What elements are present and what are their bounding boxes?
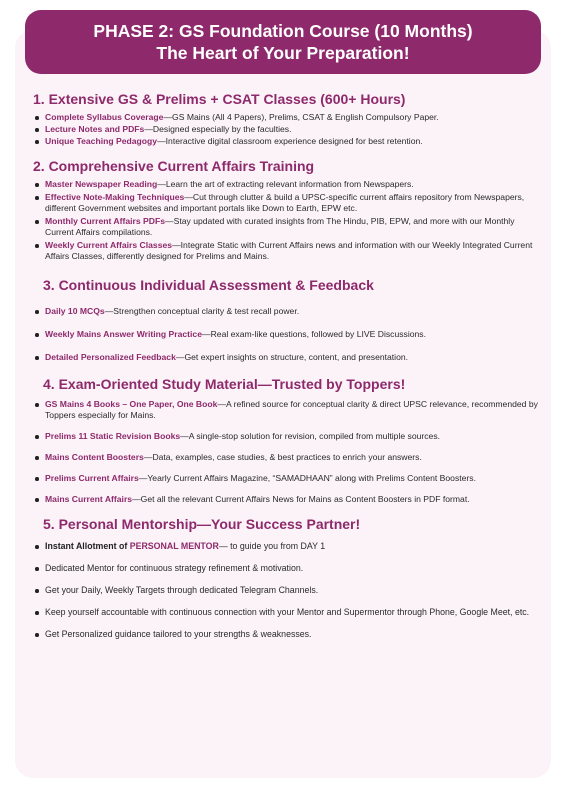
list-item: Weekly Mains Answer Writing Practice—Real exam-like questions, followed by LIVE Discussions. <box>33 329 538 340</box>
list-item: Complete Syllabus Coverage—GS Mains (All 4 Papers), Prelims, CSAT & English Compulsory Paper. <box>33 112 538 123</box>
header-title: PHASE 2: GS Foundation Course (10 Months) <box>93 21 473 41</box>
list-item: Unique Teaching Pedagogy—Interactive digital classroom experience designed for best retention. <box>33 136 538 147</box>
section-title: 5. Personal Mentorship—Your Success Partner! <box>43 516 361 532</box>
list-item: Master Newspaper Reading—Learn the art of extracting relevant information from Newspapers. <box>33 179 538 190</box>
section-title: 1. Extensive GS & Prelims + CSAT Classes (600+ Hours) <box>33 91 406 107</box>
list-item: Lecture Notes and PDFs—Designed especially by the faculties. <box>33 124 538 135</box>
section-gs-classes <box>33 90 538 147</box>
header-banner <box>25 10 541 74</box>
list-item: Effective Note-Making Techniques—Cut through clutter & build a UPSC-specific current affairs repository from Newspapers, different Government websites and important portals like Down to Earth, EPW etc. <box>33 192 538 214</box>
list-item: Prelims Current Affairs—Yearly Current Affairs Magazine, “SAMADHAAN” along with Prelims Content Boosters. <box>33 473 538 484</box>
list-item: Dedicated Mentor for continuous strategy refinement & motivation. <box>33 563 538 574</box>
section-assessment <box>33 276 538 363</box>
section-current-affairs <box>33 157 538 262</box>
list-item: Detailed Personalized Feedback—Get expert insights on structure, content, and presentation. <box>33 352 538 363</box>
section-mentorship <box>33 515 538 640</box>
list-item: Daily 10 MCQs—Strengthen conceptual clarity & test recall power. <box>33 306 538 317</box>
list-item: Mains Current Affairs—Get all the relevant Current Affairs News for Mains as Content Boosters in PDF format. <box>33 494 538 505</box>
list-item: Monthly Current Affairs PDFs—Stay updated with curated insights from The Hindu, PIB, EPW, and more with our Monthly Current Affairs compilations. <box>33 216 538 238</box>
list-item: Get Personalized guidance tailored to your strengths & weaknesses. <box>33 629 538 640</box>
list-item: Keep yourself accountable with continuous connection with your Mentor and Supermentor through Phone, Google Meet, etc. <box>33 607 538 618</box>
bullet-list <box>33 179 538 262</box>
list-item: GS Mains 4 Books – One Paper, One Book—A refined source for conceptual clarity & direct UPSC relevance, recommended by Toppers especially for Mains. <box>33 399 538 421</box>
section-title: 3. Continuous Individual Assessment & Feedback <box>43 277 374 293</box>
section-title: 2. Comprehensive Current Affairs Training <box>33 158 315 174</box>
content <box>33 90 538 651</box>
header-subtitle: The Heart of Your Preparation! <box>156 43 410 63</box>
bullet-list <box>33 112 538 147</box>
list-item: Instant Allotment of PERSONAL MENTOR— to guide you from DAY 1 <box>33 541 538 552</box>
bullet-list <box>33 399 538 505</box>
list-item: Weekly Current Affairs Classes—Integrate Static with Current Affairs news and information with our Weekly Integrated Current Affairs Classes, differently designed for Prelims and Mains. <box>33 240 538 262</box>
bullet-list <box>33 541 538 640</box>
bullet-list <box>33 306 538 363</box>
list-item: Mains Content Boosters—Data, examples, case studies, & best practices to enrich your answers. <box>33 452 538 463</box>
list-item: Get your Daily, Weekly Targets through dedicated Telegram Channels. <box>33 585 538 596</box>
list-item: Prelims 11 Static Revision Books—A single-stop solution for revision, compiled from multiple sources. <box>33 431 538 442</box>
section-title: 4. Exam-Oriented Study Material—Trusted by Toppers! <box>43 376 406 392</box>
section-study-material <box>33 375 538 505</box>
